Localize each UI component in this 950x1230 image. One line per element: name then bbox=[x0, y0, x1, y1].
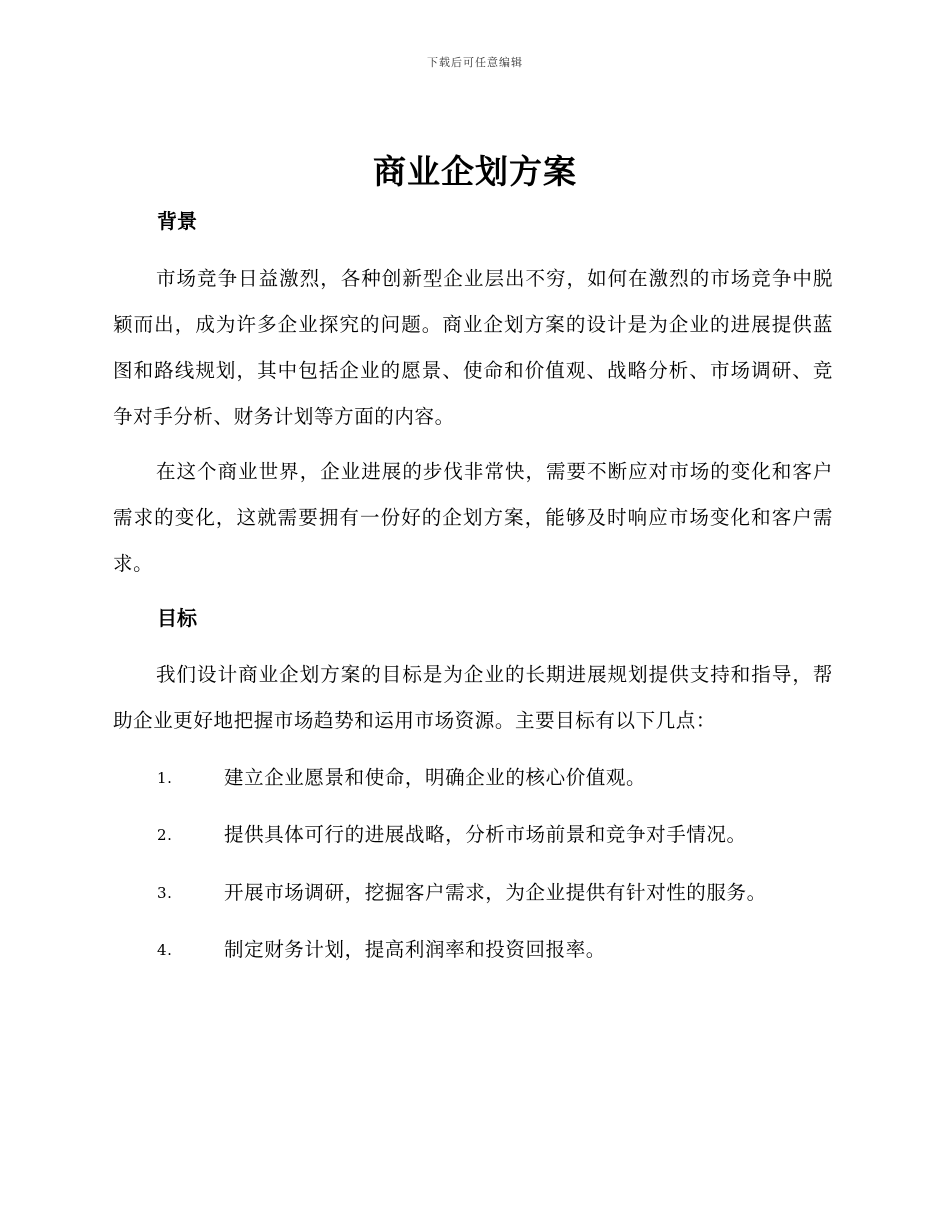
background-paragraph-1: 市场竞争日益激烈，各种创新型企业层出不穷，如何在激烈的市场竞争中脱颖而出，成为许多企业探究的问题。商业企划方案的设计是为企业的进展提供蓝图和路线规划，其中包括企业的愿景、使命和价值观、战略分析、市场调研、竞争对手分析、财务计划等方面的内容。 bbox=[113, 267, 833, 428]
goals-paragraph-1: 我们设计商业企划方案的目标是为企业的长期进展规划提供支持和指导，帮助企业更好地把握市场趋势和运用市场资源。主要目标有以下几点： bbox=[113, 663, 833, 732]
goals-list-item bbox=[157, 878, 837, 908]
goals-list-item bbox=[157, 763, 837, 793]
list-item-text: 提供具体可行的进展战略，分析市场前景和竞争对手情况。 bbox=[224, 823, 747, 846]
section-heading-background: 背景 bbox=[157, 209, 197, 233]
goals-list-item bbox=[157, 935, 837, 965]
list-item-number: 3. bbox=[157, 884, 173, 902]
header-note: 下载后可任意编辑 bbox=[427, 56, 523, 69]
section-heading-goals: 目标 bbox=[157, 606, 197, 630]
document-title: 商业企划方案 bbox=[373, 152, 577, 191]
list-item-text: 建立企业愿景和使命，明确企业的核心价值观。 bbox=[224, 766, 647, 789]
goals-list-item bbox=[157, 820, 837, 850]
list-item-number: 4. bbox=[157, 941, 173, 959]
list-item-text: 开展市场调研，挖掘客户需求，为企业提供有针对性的服务。 bbox=[224, 881, 767, 904]
list-item-number: 2. bbox=[157, 826, 173, 844]
list-item-number: 1. bbox=[157, 769, 173, 787]
list-item-text: 制定财务计划，提高利润率和投资回报率。 bbox=[224, 938, 606, 961]
background-paragraph-2: 在这个商业世界，企业进展的步伐非常快，需要不断应对市场的变化和客户需求的变化，这就需要拥有一份好的企划方案，能够及时响应市场变化和客户需求。 bbox=[113, 460, 833, 575]
